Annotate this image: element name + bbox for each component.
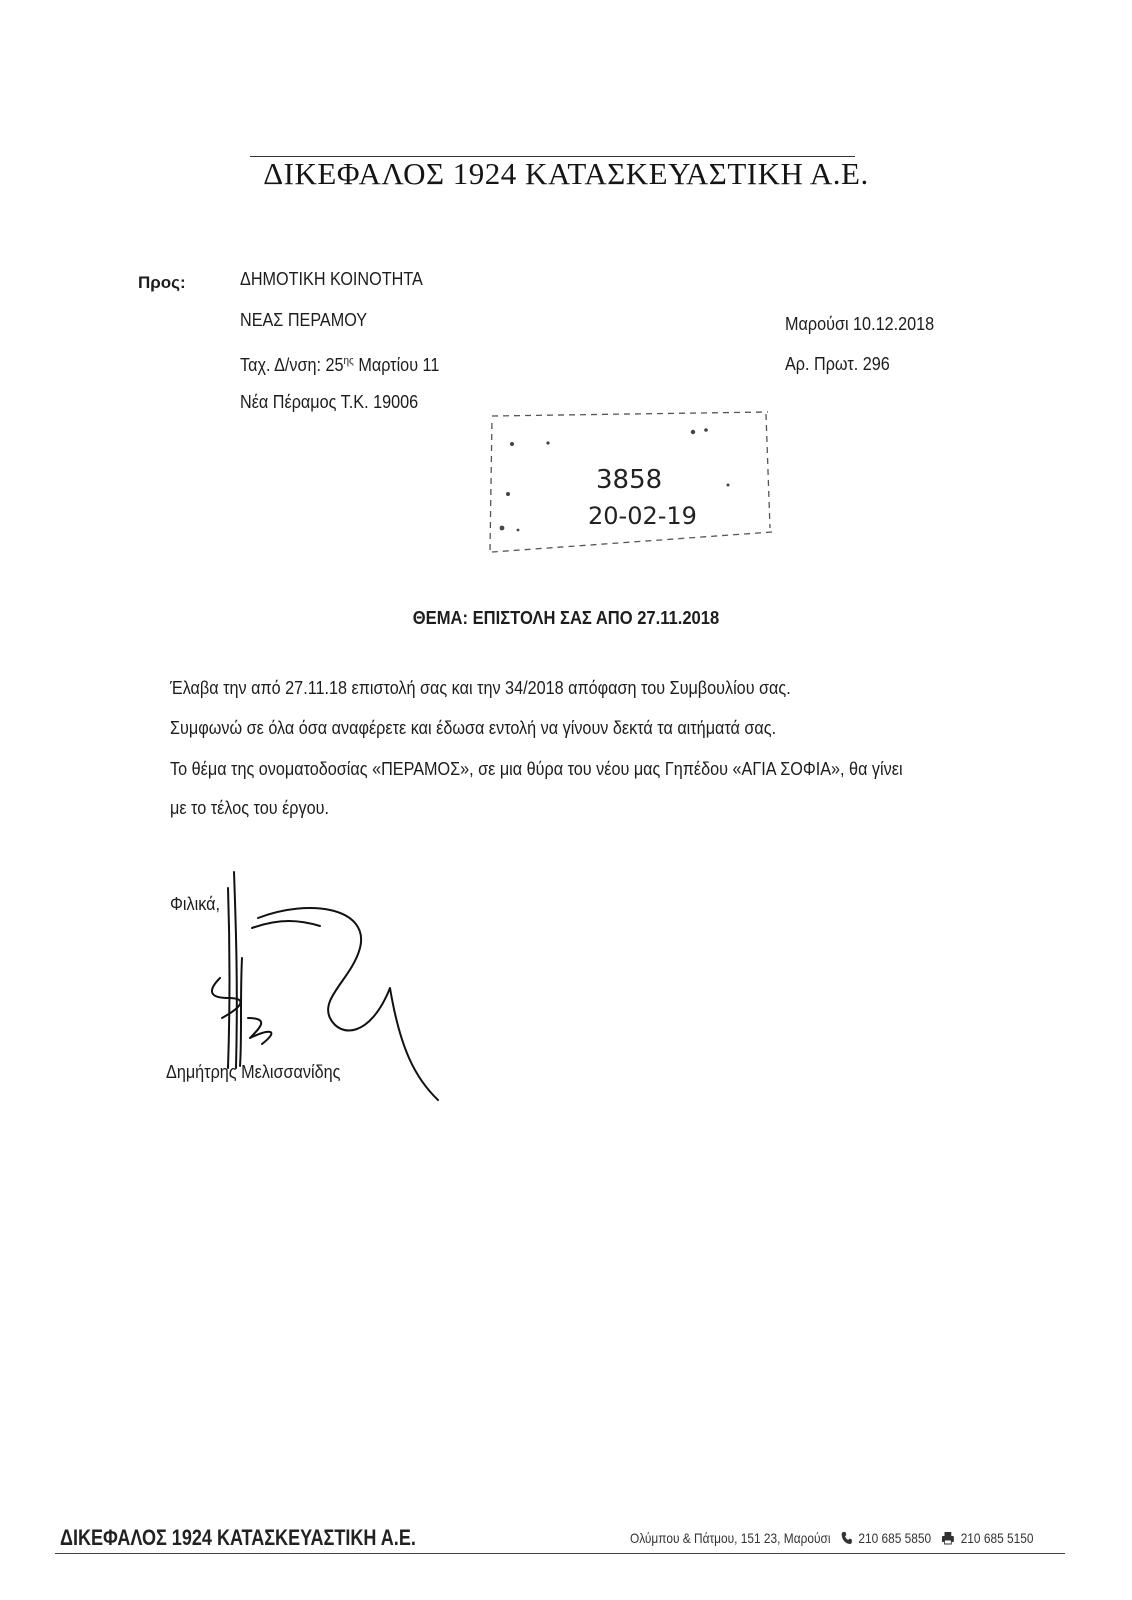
signer-name: Δημήτρης Μελισσανίδης	[166, 1062, 341, 1082]
recipient-line-3: Ταχ. Δ/νση: $25^{\eta\varsigma}$ Μαρτίου 11	[240, 355, 440, 375]
received-stamp	[488, 410, 778, 560]
body-paragraph-1: Έλαβα την από 27.11.18 επιστολή σας και την 34/2018 απόφαση του Συμβουλίου σας.	[170, 678, 791, 698]
stamp-number: 3858	[596, 465, 663, 495]
fax-icon	[941, 1531, 955, 1548]
place-date: Μαρούσι 10.12.2018	[785, 314, 935, 334]
recipient-line-2: ΝΕΑΣ ΠΕΡΑΜΟΥ	[240, 310, 368, 330]
protocol-number: Αρ. Πρωτ. 296	[785, 354, 890, 374]
footer-contact	[630, 1530, 1033, 1548]
phone-icon	[841, 1531, 853, 1548]
recipient-label: Προς:	[138, 273, 186, 292]
footer-fax: 210 685 5150	[960, 1530, 1034, 1546]
company-title: ΔΙΚΕΦΑΛΟΣ 1924 ΚΑΤΑΣΚΕΥΑΣΤΙΚΗ Α.Ε.	[263, 156, 869, 191]
footer-company: ΔΙΚΕΦΑΛΟΣ 1924 ΚΑΤΑΣΚΕΥΑΣΤΙΚΗ Α.Ε.	[60, 1525, 416, 1550]
closing: Φιλικά,	[170, 894, 220, 914]
footer-address: Ολύμπου & Πάτμου, 151 23, Μαρούσι	[630, 1530, 831, 1546]
body-paragraph-3a: Το θέμα της ονοματοδοσίας «ΠΕΡΑΜΟΣ», σε μια θύρα του νέου μας Γηπέδου «ΑΓΙΑ ΣΟΦΙΑ», θα γίνει	[170, 759, 903, 779]
handwritten-signature	[200, 868, 460, 1128]
recipient-line-4: Νέα Πέραμος Τ.Κ. 19006	[240, 392, 419, 412]
footer-rule	[55, 1553, 1065, 1554]
body-paragraph-3b: με το τέλος του έργου.	[170, 798, 329, 818]
recipient-line-1: ΔΗΜΟΤΙΚΗ ΚΟΙΝΟΤΗΤΑ	[240, 269, 423, 289]
footer-phone: 210 685 5850	[858, 1530, 932, 1546]
stamp-date: 20-02-19	[588, 502, 697, 530]
subject-line: ΘΕΜΑ: ΕΠΙΣΤΟΛΗ ΣΑΣ ΑΠΟ 27.11.2018	[412, 608, 720, 628]
body-paragraph-2: Συμφωνώ σε όλα όσα αναφέρετε και έδωσα εντολή να γίνουν δεκτά τα αιτήματά σας.	[170, 718, 777, 738]
